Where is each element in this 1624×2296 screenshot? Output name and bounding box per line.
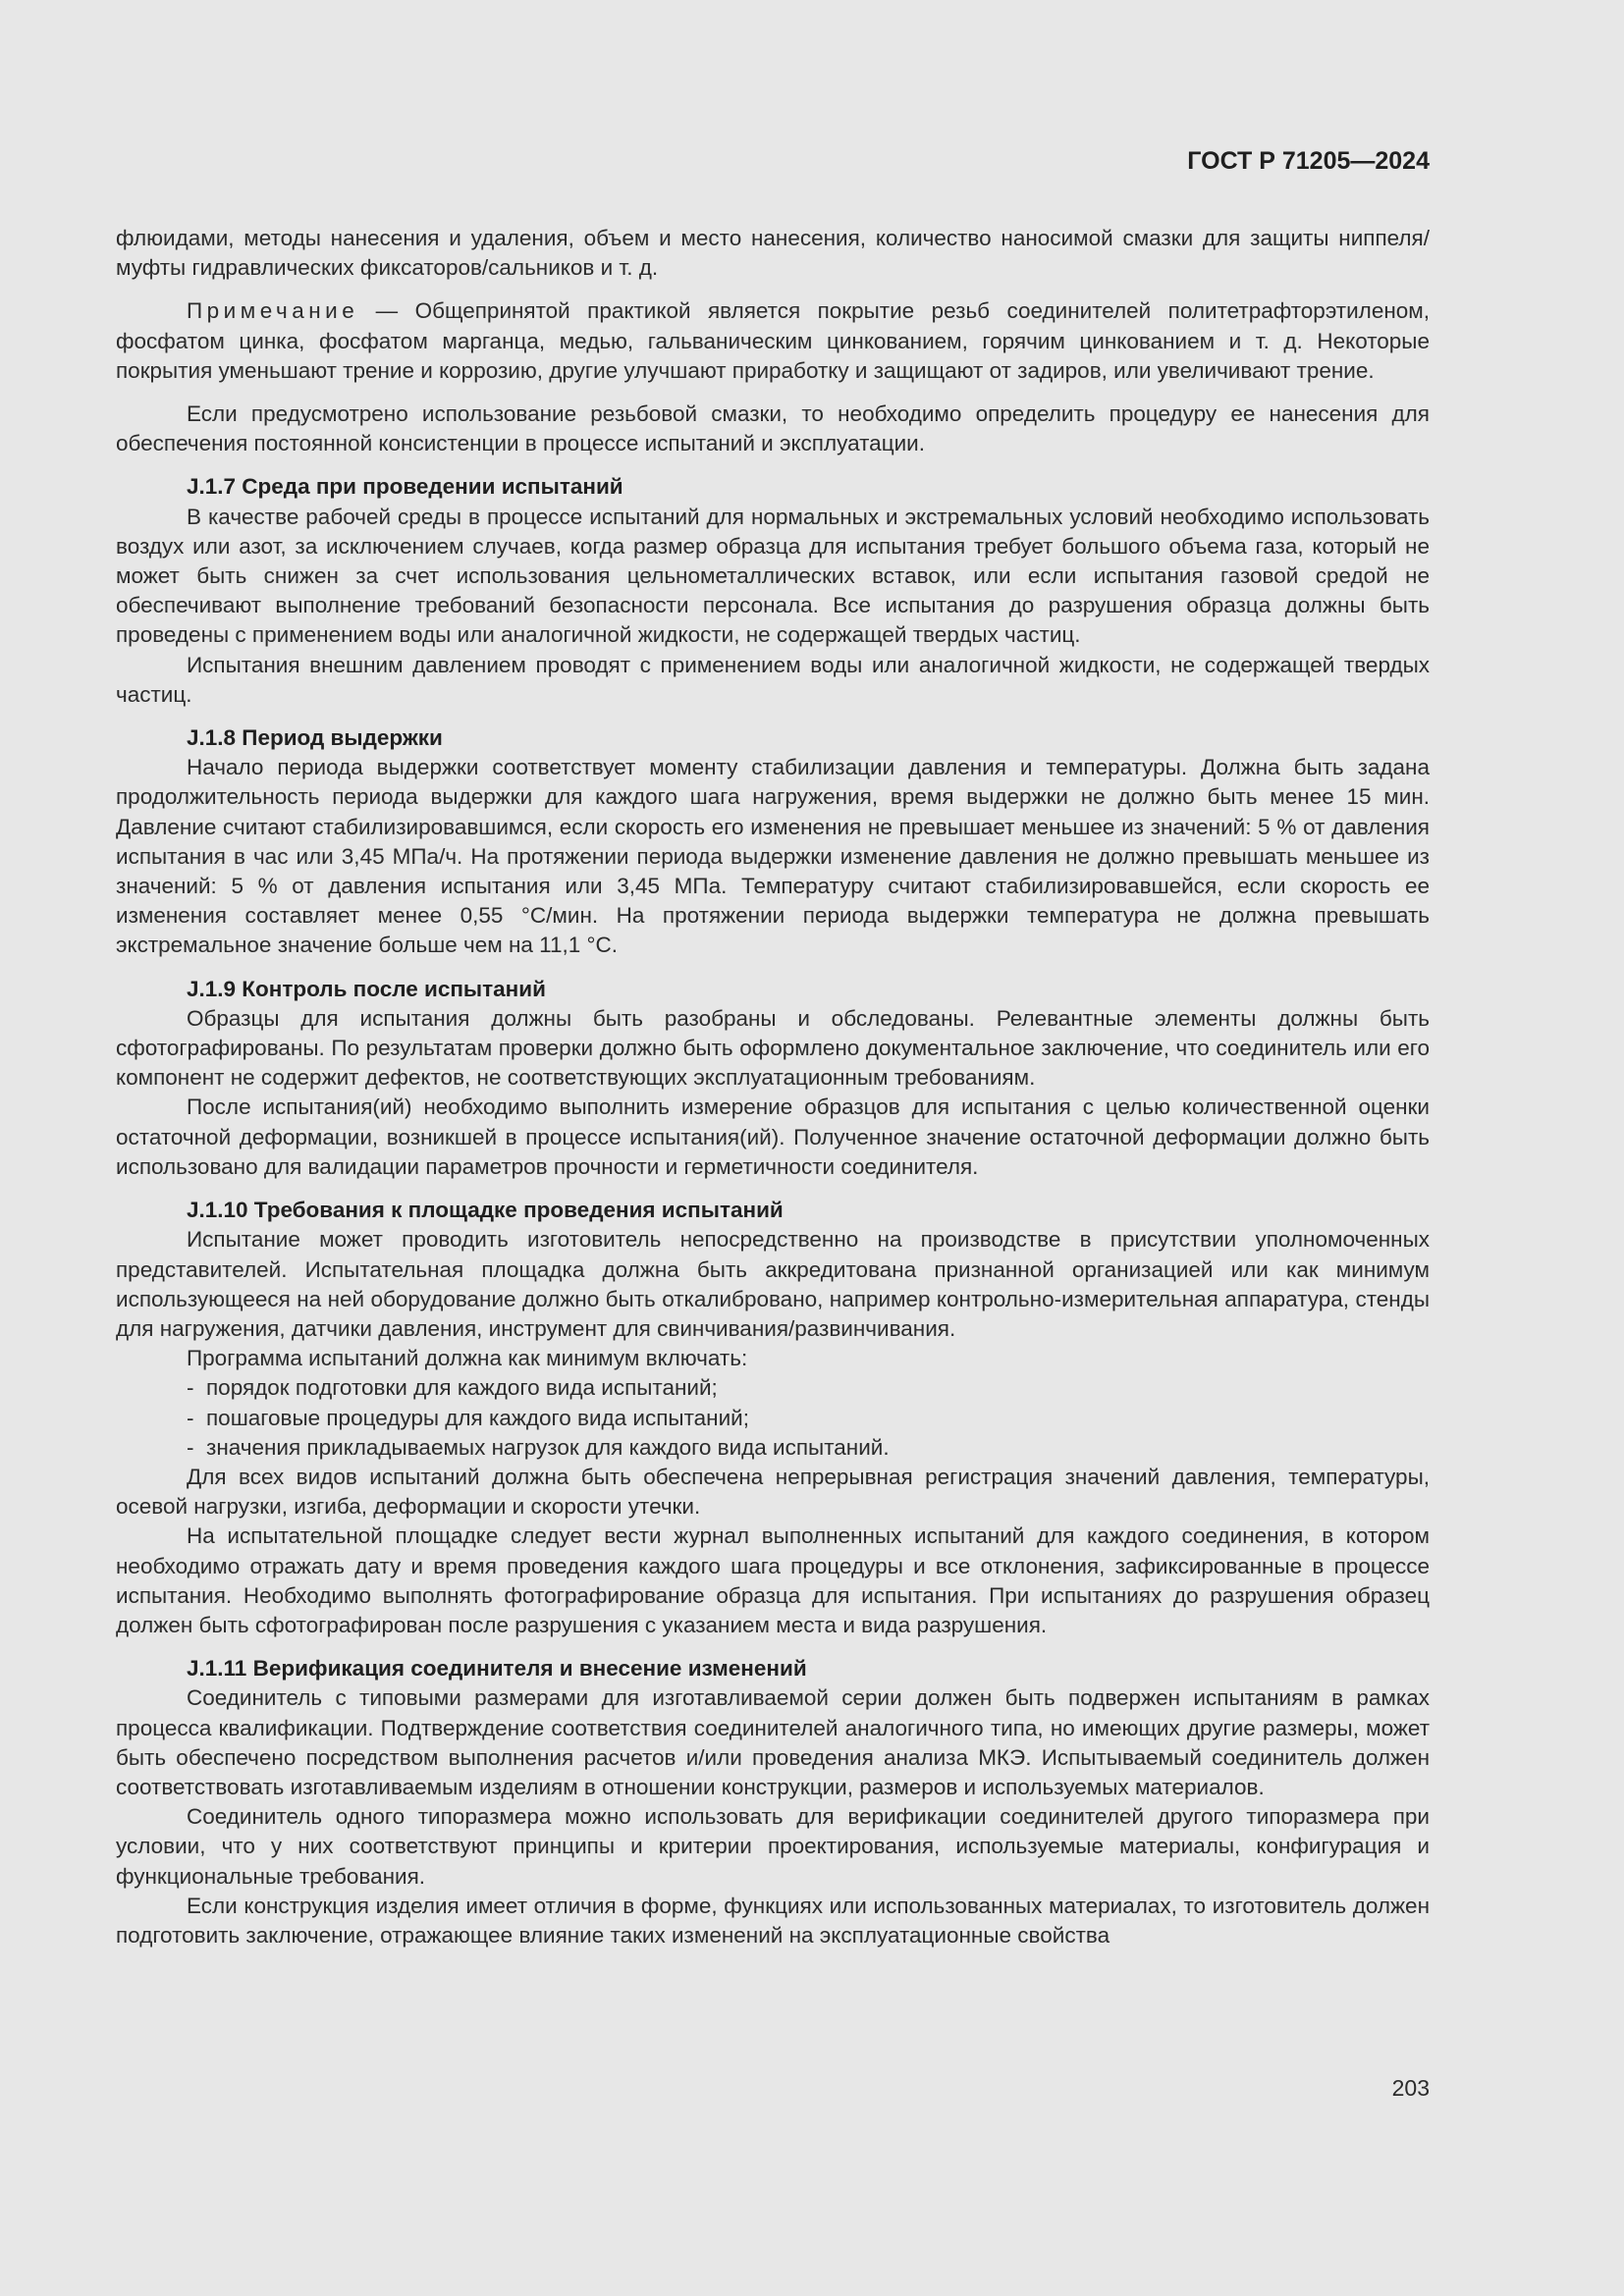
paragraph: Если конструкция изделия имеет отличия в форме, функциях или использованных материалах, то изготовитель должен подготовить заключение, отражающее влияние таких изменений на эксплуатационные свойства xyxy=(116,1893,1430,1948)
list-item xyxy=(116,1433,1430,1463)
list-item-text: пошаговые процедуры для каждого вида испытаний; xyxy=(206,1405,749,1430)
paragraph: Испытания внешним давлением проводят с применением воды или аналогичной жидкости, не содержащей твердых частиц. xyxy=(116,652,1430,707)
paragraph: Для всех видов испытаний должна быть обеспечена непрерывная регистрация значений давления, температуры, осевой нагрузки, изгиба, деформации и скорости утечки. xyxy=(116,1464,1430,1520)
note-text: — Общепринятой практикой является покрытие резьб соединителей политетрафторэтиленом, фосфатом цинка, фосфатом марганца, медью, гальваническим цинкованием, горячим цинкованием и т. д. Некоторые покрытия уменьшают трение и коррозию, другие улучшают приработку и защищают от задиров, или увеличивают трение. xyxy=(116,298,1430,383)
paragraph: Начало периода выдержки соответствует моменту стабилизации давления и температуры. Должна быть задана продолжительность периода выдержки для каждого шага нагружения, время выдержки не должно быть менее 15 мин. Давление считают стабилизировавшимся, если скорость его изменения не превышает меньшее из значений: 5 % от давления испытания в час или 3,45 МПа/ч. На протяжении периода выдержки изменение давления не должно превышать меньшее из значений: 5 % от давления испытания или 3,45 МПа. Температуру считают стабилизировавшейся, если скорость ее изменения составляет менее 0,55 °С/мин. На протяжении периода выдержки температура не должна превышать экстремальное значение больше чем на 11,1 °С. xyxy=(116,755,1430,958)
paragraph: Соединитель с типовыми размерами для изготавливаемой серии должен быть подвержен испытаниям в рамках процесса квалификации. Подтверждение соответствия соединителей аналогичного типа, но имеющих другие размеры, может быть обеспечено посредством выполнения расчетов и/или проведения анализа МКЭ. Испытываемый соединитель должен соответствовать изготавливаемым изделиям в отношении конструкции, размеров и используемых материалов. xyxy=(116,1685,1430,1799)
lubricant-paragraph: Если предусмотрено использование резьбовой смазки, то необходимо определить процедуру ее нанесения для обеспечения постоянной консистенции в процессе испытаний и эксплуатации. xyxy=(116,401,1430,456)
list-item xyxy=(116,1373,1430,1403)
list-dash: - xyxy=(187,1405,194,1430)
page-number: 203 xyxy=(1391,2075,1430,2101)
note-paragraph xyxy=(116,296,1430,386)
paragraph: Образцы для испытания должны быть разобраны и обследованы. Релевантные элементы должны быть сфотографированы. По результатам проверки должно быть оформлено документальное заключение, что соединитель или его компонент не содержит дефектов, не соответствующих эксплуатационным требованиям. xyxy=(116,1005,1430,1091)
document-body xyxy=(116,224,1430,1950)
section-heading-j117: J.1.7 Среда при проведении испытаний xyxy=(187,474,623,500)
section-heading-j1110: J.1.10 Требования к площадке проведения испытаний xyxy=(187,1198,784,1223)
intro-paragraph: флюидами, методы нанесения и удаления, объем и место нанесения, количество наносимой смазки для защиты ниппеля/муфты гидравлических фиксаторов/сальников и т. д. xyxy=(116,226,1430,281)
paragraph: Программа испытаний должна как минимум включать: xyxy=(187,1346,748,1371)
list-dash: - xyxy=(187,1375,194,1401)
document-code: ГОСТ Р 71205—2024 xyxy=(1187,147,1430,175)
section-heading-j118: J.1.8 Период выдержки xyxy=(187,725,443,751)
paragraph: Соединитель одного типоразмера можно использовать для верификации соединителей другого типоразмера при условии, что у них соответствуют принципы и критерии проектирования, используемые материалы, конфигурация и функциональные требования. xyxy=(116,1804,1430,1889)
list-dash: - xyxy=(187,1434,194,1460)
note-label: Примечание xyxy=(187,298,359,324)
list-item-text: значения прикладываемых нагрузок для каждого вида испытаний. xyxy=(206,1434,890,1460)
list-item xyxy=(116,1404,1430,1433)
paragraph: В качестве рабочей среды в процессе испытаний для нормальных и экстремальных условий необходимо использовать воздух или азот, за исключением случаев, когда размер образца для испытания требует большого объема газа, который не может быть снижен за счет использования цельнометаллических вставок, или если испытания газовой средой не обеспечивают выполнение требований безопасности персонала. Все испытания до разрушения образца должны быть проведены с применением воды или аналогичной жидкости, не содержащей твердых частиц. xyxy=(116,504,1430,648)
list-item-text: порядок подготовки для каждого вида испытаний; xyxy=(206,1375,718,1401)
paragraph: На испытательной площадке следует вести журнал выполненных испытаний для каждого соединения, в котором необходимо отражать дату и время проведения каждого шага процедуры и все отклонения, зафиксированные в процессе испытания. Необходимо выполнять фотографирование образца для испытания. При испытаниях до разрушения образец должен быть сфотографирован после разрушения с указанием места и вида разрушения. xyxy=(116,1523,1430,1637)
paragraph: После испытания(ий) необходимо выполнить измерение образцов для испытания с целью количественной оценки остаточной деформации, возникшей в процессе испытания(ий). Полученное значение остаточной деформации должно быть использовано для валидации параметров прочности и герметичности соединителя. xyxy=(116,1095,1430,1179)
section-heading-j1111: J.1.11 Верификация соединителя и внесение изменений xyxy=(187,1656,807,1682)
section-heading-j119: J.1.9 Контроль после испытаний xyxy=(187,976,546,1001)
paragraph: Испытание может проводить изготовитель непосредственно на производстве в присутствии уполномоченных представителей. Испытательная площадка должна быть аккредитована признанной организацией или как минимум использующееся на ней оборудование должно быть откалибровано, например контрольно-измерительная аппаратура, стенды для нагружения, датчики давления, инструмент для свинчивания/развинчивания. xyxy=(116,1227,1430,1341)
